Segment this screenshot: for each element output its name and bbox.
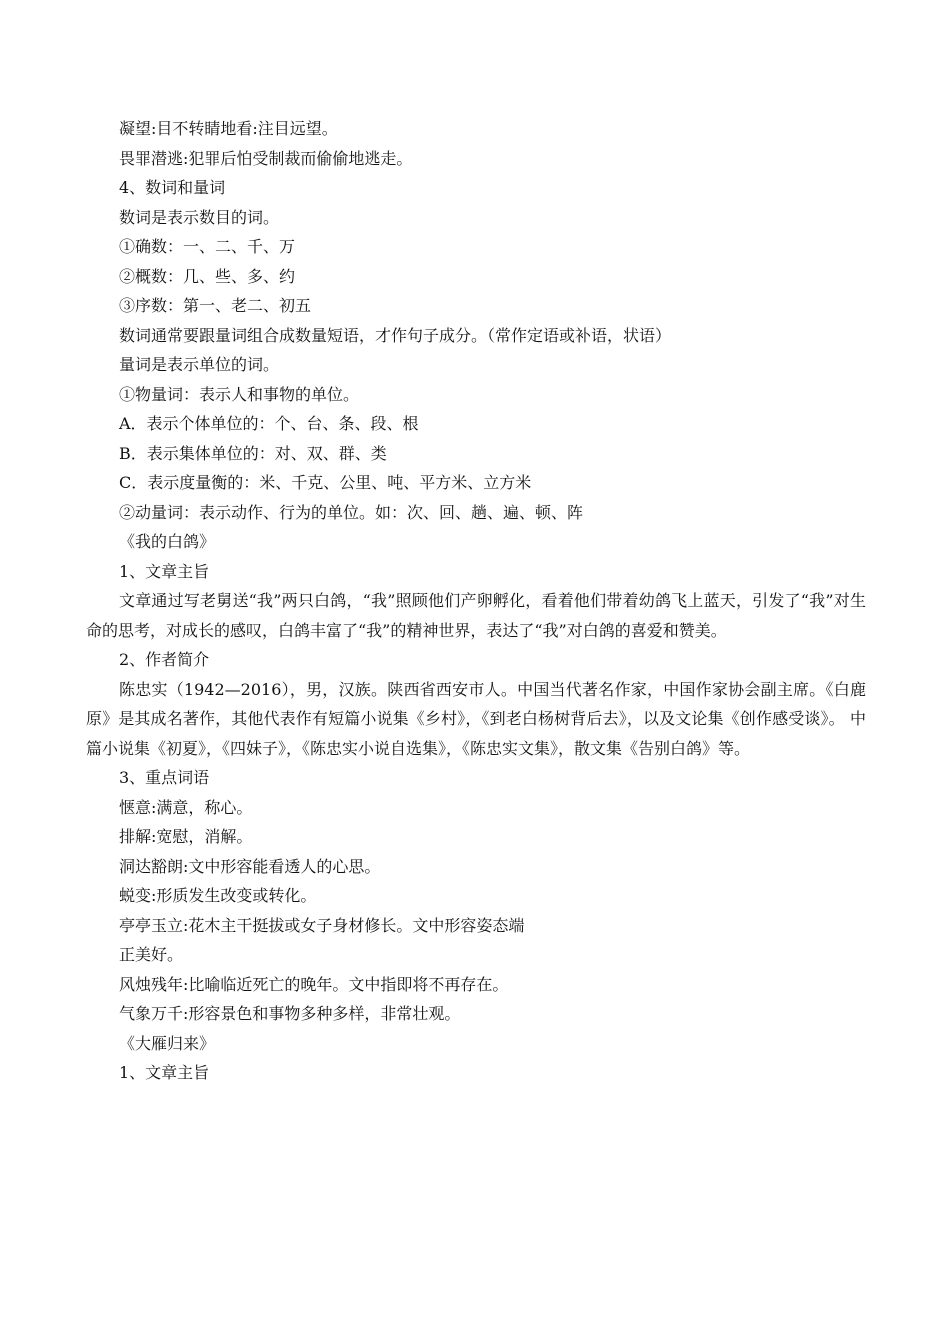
list-item: C．表示度量衡的：米、千克、公里、吨、平方米、立方米 [119, 473, 532, 492]
section-heading: 1、文章主旨 [119, 1063, 210, 1082]
text-line: 凝望:目不转睛地看:注目远望。 [119, 119, 338, 138]
vocab-item: 排解:宽慰，消解。 [119, 827, 253, 846]
list-item: ①确数：一、二、千、万 [119, 237, 296, 256]
section-heading: 4、数词和量词 [119, 178, 226, 197]
section-heading: 2、作者简介 [119, 650, 210, 669]
article-title: 《大雁归来》 [119, 1033, 216, 1053]
article-title: 《我的白鸽》 [119, 532, 216, 551]
list-item: ③序数：第一、老二、初五 [119, 296, 312, 315]
vocab-item: 风烛残年:比喻临近死亡的晚年。文中指即将不再存在。 [119, 974, 509, 994]
text-line: 畏罪潜逃:犯罪后怕受制裁而偷偷地逃走。 [119, 148, 413, 168]
list-item: B．表示集体单位的：对、双、群、类 [119, 443, 387, 463]
text-line: 数词是表示数目的词。 [119, 207, 280, 227]
author-paragraph: 陈忠实（1942—2016），男，汉族。陕西省西安市人。中国当代著名作家，中国作家协会副主席。《白鹿原》是其成名著作，其他代表作有短篇小说集《乡村》，《到老白杨树背后去》，以及文论集《创作感受谈》。 中篇小说集《初夏》，《四妹子》，《陈忠实小说自选集》，《陈忠实文集》，散文集《告别白鸽》等。 [86, 679, 866, 758]
text-line: 数词通常要跟量词组合成数量短语，才作句子成分。（常作定语或补语，状语） [119, 325, 672, 345]
vocab-item: 气象万千:形容景色和事物多种多样，非常壮观。 [119, 1004, 461, 1023]
text-line: 量词是表示单位的词。 [119, 355, 280, 374]
list-item: ①物量词：表示人和事物的单位。 [119, 384, 360, 404]
list-item: ②概数：几、些、多、约 [119, 266, 296, 286]
section-heading: 1、文章主旨 [119, 561, 210, 581]
section-heading: 3、重点词语 [119, 768, 210, 787]
theme-paragraph: 文章通过写老舅送“我”两只白鸽，“我”照顾他们产卵孵化，看着他们带着幼鸽飞上蓝天，引发了“我”对生命的思考，对成长的感叹，白鸽丰富了“我”的精神世界，表达了“我”对白鸽的喜爱和赞美。 [86, 591, 866, 640]
list-item: A．表示个体单位的：个、台、条、段、根 [119, 414, 419, 433]
list-item: ②动量词：表示动作、行为的单位。如：次、回、趟、遍、顿、阵 [119, 502, 584, 522]
vocab-item: 蜕变:形质发生改变或转化。 [119, 886, 317, 905]
document-page [86, 114, 866, 1088]
vocab-item-continuation: 正美好。 [119, 945, 184, 964]
vocab-item: 洞达豁朗:文中形容能看透人的心思。 [119, 856, 381, 876]
vocab-item: 亭亭玉立:花木主干挺拔或女子身材修长。文中形容姿态端 [119, 915, 525, 935]
vocab-item: 惬意:满意，称心。 [119, 797, 253, 817]
